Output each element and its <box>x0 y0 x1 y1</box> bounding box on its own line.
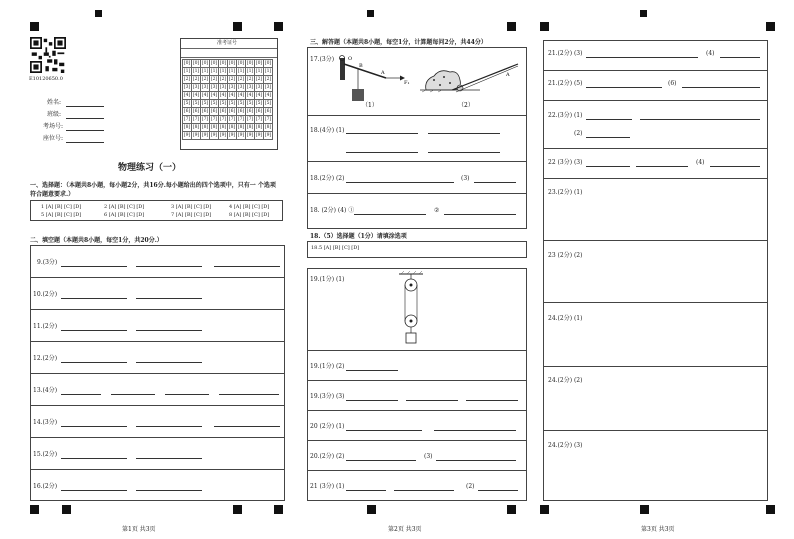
digit-bubble[interactable]: [5] <box>201 101 209 106</box>
answer-row[interactable] <box>544 41 767 71</box>
row-label: 18. (2分) (4) ① <box>310 207 355 214</box>
digit-bubble[interactable]: [9] <box>183 133 191 138</box>
lever-diagram-icon <box>338 52 418 108</box>
registration-mark <box>640 505 649 514</box>
digit-bubble[interactable]: [2] <box>210 77 218 82</box>
name-label: 姓名: <box>47 99 62 106</box>
digit-bubble[interactable]: [6] <box>201 109 209 114</box>
digit-bubble[interactable]: [6] <box>219 109 227 114</box>
registration-mark <box>274 22 283 31</box>
digit-bubble[interactable]: [2] <box>264 77 272 82</box>
digit-bubble[interactable]: [8] <box>228 125 236 130</box>
digit-bubble[interactable]: [0] <box>183 61 191 66</box>
choice-4[interactable]: 4 [A] [B] [C] [D] <box>229 204 270 210</box>
digit-bubbles[interactable] <box>182 59 273 140</box>
digit-bubble[interactable]: [3] <box>201 85 209 90</box>
digit-bubble[interactable]: [9] <box>255 133 263 138</box>
digit-bubble[interactable]: [6] <box>264 109 272 114</box>
digit-bubble[interactable]: [2] <box>228 77 236 82</box>
digit-bubble[interactable]: [4] <box>183 93 191 98</box>
answer-row-18b[interactable] <box>308 162 526 194</box>
digit-bubble[interactable]: [1] <box>255 69 263 74</box>
answer-row[interactable] <box>31 278 284 310</box>
answer-row[interactable] <box>31 342 284 374</box>
choice-5[interactable]: 5 [A] [B] [C] [D] <box>41 212 82 218</box>
digit-bubble[interactable]: [1] <box>228 69 236 74</box>
page-title: 物理练习（一） <box>118 163 182 173</box>
row-sub-label: (4) <box>696 159 705 166</box>
digit-bubble[interactable]: [2] <box>201 77 209 82</box>
registration-mark <box>766 505 775 514</box>
page3-footer: 第3页 共3页 <box>641 526 675 533</box>
digit-bubble[interactable]: [3] <box>264 85 272 90</box>
answer-row-19b[interactable] <box>308 351 526 381</box>
room-label: 考场号: <box>43 123 64 130</box>
digit-bubble[interactable]: [0] <box>219 61 227 66</box>
answer-row[interactable] <box>31 246 284 278</box>
registration-mark <box>30 505 39 514</box>
answer-row-24-2[interactable] <box>544 367 767 431</box>
registration-mark <box>766 22 775 31</box>
digit-bubble[interactable]: [0] <box>201 61 209 66</box>
digit-bubble[interactable]: [6] <box>183 109 191 114</box>
digit-bubble[interactable]: [6] <box>246 109 254 114</box>
digit-bubble[interactable]: [8] <box>183 125 191 130</box>
row-label: 18.(2分) (2) <box>310 175 345 182</box>
answer-row-24-1[interactable] <box>544 303 767 367</box>
registration-mark <box>507 22 516 31</box>
answer-row-20a[interactable] <box>308 411 526 441</box>
digit-bubble[interactable]: [6] <box>255 109 263 114</box>
digit-bubble[interactable]: [3] <box>219 85 227 90</box>
selection-title: 18.（5）选择题（1分）请填涂选项 <box>310 233 407 240</box>
digit-bubble[interactable]: [0] <box>228 61 236 66</box>
digit-bubble[interactable]: [7] <box>246 117 254 122</box>
section1-title: 一、选择题：（本题共8小题，每小题2分，共16分.每小题给出的四个选项中，只有一 个选项符合题意要求.） <box>30 182 276 198</box>
row-sub-label: (2) <box>574 130 583 137</box>
row-label: 14.(3分) <box>33 419 58 426</box>
digit-bubble[interactable]: [4] <box>192 93 200 98</box>
registration-mark <box>62 505 71 514</box>
digit-bubble[interactable]: [6] <box>237 109 245 114</box>
answer-row[interactable] <box>31 406 284 438</box>
row-label: 16.(2分) <box>33 483 58 490</box>
digit-bubble[interactable]: [9] <box>201 133 209 138</box>
registration-mark <box>95 10 102 17</box>
figure-2-caption: （2） <box>458 102 474 108</box>
registration-mark <box>507 505 516 514</box>
digit-bubble[interactable]: [2] <box>219 77 227 82</box>
digit-bubble[interactable]: [3] <box>255 85 263 90</box>
digit-bubble[interactable]: [0] <box>264 61 272 66</box>
row-label: 20 (2分) (1) <box>310 423 345 430</box>
row-sub-label: (2) <box>466 483 475 490</box>
digit-bubble[interactable]: [1] <box>192 69 200 74</box>
registration-mark <box>274 505 283 514</box>
row-sub-label: (4) <box>706 50 715 57</box>
registration-mark <box>233 505 242 514</box>
row-label: 22.(3分) (1) <box>548 112 583 119</box>
label-a2: A <box>506 72 510 78</box>
digit-bubble[interactable]: [9] <box>192 133 200 138</box>
registration-mark <box>30 22 39 31</box>
answer-row-24-3[interactable] <box>544 431 767 500</box>
row-label: 20.(2分) (2) <box>310 453 345 460</box>
digit-bubble[interactable]: [0] <box>192 61 200 66</box>
digit-bubble[interactable]: [5] <box>264 101 272 106</box>
digit-bubble[interactable]: [3] <box>228 85 236 90</box>
row-sub-label: ② <box>434 207 440 214</box>
selection-box[interactable] <box>307 241 527 258</box>
section2-title: 二、填空题（本题共8小题，每空1分，共20分.） <box>30 237 163 244</box>
row-sub-label: (3) <box>461 175 470 182</box>
digit-bubble[interactable]: [6] <box>210 109 218 114</box>
qr-code-icon <box>30 37 66 73</box>
digit-bubble[interactable]: [6] <box>228 109 236 114</box>
answer-row[interactable] <box>31 470 284 500</box>
answer-row[interactable] <box>31 438 284 470</box>
pulley-diagram-icon <box>396 271 426 347</box>
selection-choice[interactable]: 18.5 [A] [B] [C] [D] <box>311 245 360 251</box>
choice-8[interactable]: 8 [A] [B] [C] [D] <box>229 212 270 218</box>
digit-bubble[interactable]: [4] <box>210 93 218 98</box>
choice-7[interactable]: 7 [A] [B] [C] [D] <box>171 212 212 218</box>
row-label: 23.(2分) (1) <box>548 189 583 196</box>
answer-row-17[interactable] <box>308 48 526 116</box>
digit-bubble[interactable]: [3] <box>210 85 218 90</box>
digit-bubble[interactable]: [5] <box>219 101 227 106</box>
registration-mark <box>233 22 242 31</box>
digit-bubble[interactable]: [9] <box>264 133 272 138</box>
answer-row[interactable] <box>31 310 284 342</box>
digit-bubble[interactable]: [2] <box>183 77 191 82</box>
exam-number-grid[interactable] <box>180 38 278 150</box>
digit-bubble[interactable]: [9] <box>246 133 254 138</box>
digit-bubble[interactable]: [3] <box>246 85 254 90</box>
choice-box[interactable] <box>30 200 283 221</box>
digit-bubble[interactable]: [2] <box>237 77 245 82</box>
label-f1: F₁ <box>404 80 410 86</box>
figure-1-caption: （1） <box>362 102 378 108</box>
digit-bubble[interactable]: [6] <box>192 109 200 114</box>
digit-bubble[interactable]: [7] <box>255 117 263 122</box>
digit-bubble[interactable]: [1] <box>201 69 209 74</box>
digit-bubble[interactable]: [1] <box>183 69 191 74</box>
page2-footer: 第2页 共3页 <box>388 526 422 533</box>
row-label: 11.(2分) <box>33 323 58 330</box>
answer-row-21[interactable] <box>308 471 526 500</box>
row-label: 23 (2分) (2) <box>548 252 583 259</box>
registration-mark <box>540 505 549 514</box>
row-label: 21.(2分) (3) <box>548 50 583 57</box>
digit-bubble[interactable]: [5] <box>237 101 245 106</box>
digit-bubble[interactable]: [8] <box>237 125 245 130</box>
digit-bubble[interactable]: [8] <box>219 125 227 130</box>
digit-bubble[interactable]: [1] <box>210 69 218 74</box>
digit-bubble[interactable]: [3] <box>192 85 200 90</box>
row-label: 19.(1分) (1) <box>310 276 345 283</box>
row-label: 9.(3分) <box>37 259 58 266</box>
row-label: 12.(2分) <box>33 355 58 362</box>
section3-title: 三、解答题（本题共8小题，每空1分，计算题每问2分，共44分） <box>310 39 487 46</box>
row-label: 10.(2分) <box>33 291 58 298</box>
digit-bubble[interactable]: [0] <box>255 61 263 66</box>
registration-mark <box>540 22 549 31</box>
digit-bubble[interactable]: [8] <box>255 125 263 130</box>
digit-bubble[interactable]: [4] <box>237 93 245 98</box>
digit-bubble[interactable]: [1] <box>246 69 254 74</box>
registration-mark <box>367 505 376 514</box>
answer-area-top <box>307 47 527 229</box>
digit-bubble[interactable]: [7] <box>183 117 191 122</box>
digit-bubble[interactable]: [1] <box>264 69 272 74</box>
class-label: 班级: <box>47 111 62 118</box>
answer-row-18a[interactable] <box>308 116 526 162</box>
digit-bubble[interactable]: [5] <box>255 101 263 106</box>
digit-bubble[interactable]: [7] <box>264 117 272 122</box>
digit-bubble[interactable]: [4] <box>219 93 227 98</box>
choice-3[interactable]: 3 [A] [B] [C] [D] <box>171 204 212 210</box>
digit-bubble[interactable]: [1] <box>237 69 245 74</box>
row-label: 19.(3分) (3) <box>310 393 345 400</box>
row-label: 24.(2分) (2) <box>548 377 583 384</box>
digit-bubble[interactable]: [3] <box>237 85 245 90</box>
row-label: 21.(2分) (5) <box>548 80 583 87</box>
digit-bubble[interactable]: [0] <box>246 61 254 66</box>
digit-bubble[interactable]: [4] <box>255 93 263 98</box>
digit-bubble[interactable]: [8] <box>246 125 254 130</box>
digit-bubble[interactable]: [5] <box>246 101 254 106</box>
page1-footer: 第1页 共3页 <box>122 526 156 533</box>
digit-bubble[interactable]: [2] <box>246 77 254 82</box>
class-field[interactable] <box>66 118 104 119</box>
registration-mark <box>640 10 647 17</box>
seat-field[interactable] <box>66 142 104 143</box>
digit-bubble[interactable]: [4] <box>228 93 236 98</box>
name-field[interactable] <box>66 106 104 107</box>
seat-label: 座位号: <box>43 135 64 142</box>
digit-bubble[interactable]: [7] <box>210 117 218 122</box>
answer-row[interactable] <box>544 149 767 179</box>
digit-bubble[interactable]: [1] <box>219 69 227 74</box>
digit-bubble[interactable]: [5] <box>210 101 218 106</box>
answer-row[interactable] <box>544 71 767 101</box>
digit-bubble[interactable]: [5] <box>228 101 236 106</box>
digit-bubble[interactable]: [7] <box>219 117 227 122</box>
digit-bubble[interactable]: [4] <box>201 93 209 98</box>
row-label: 21 (3分) (1) <box>310 483 345 490</box>
digit-bubble[interactable]: [8] <box>210 125 218 130</box>
digit-bubble[interactable]: [2] <box>192 77 200 82</box>
answer-row-20b[interactable] <box>308 441 526 471</box>
digit-bubble[interactable]: [2] <box>255 77 263 82</box>
row-sub-label: (6) <box>668 80 677 87</box>
digit-bubble[interactable]: [9] <box>237 133 245 138</box>
answer-row-23-1[interactable] <box>544 179 767 241</box>
digit-bubble[interactable]: [7] <box>228 117 236 122</box>
row-label: 18.(4分) (1) <box>310 127 345 134</box>
id-code: E10120650.0 <box>29 76 63 82</box>
digit-bubble[interactable]: [7] <box>201 117 209 122</box>
answer-row-19a[interactable] <box>308 269 526 351</box>
answer-row[interactable] <box>31 374 284 406</box>
digit-bubble[interactable]: [4] <box>246 93 254 98</box>
row-label: 17.(3分) <box>310 56 335 63</box>
answer-row-18c[interactable] <box>308 194 526 228</box>
room-field[interactable] <box>66 130 104 131</box>
digit-bubble[interactable]: [9] <box>210 133 218 138</box>
digit-bubble[interactable]: [9] <box>219 133 227 138</box>
digit-bubble[interactable]: [4] <box>264 93 272 98</box>
answer-area-bottom <box>307 268 527 501</box>
row-label: 13.(4分) <box>33 387 58 394</box>
digit-bubble[interactable]: [5] <box>192 101 200 106</box>
digit-bubble[interactable]: [7] <box>237 117 245 122</box>
fill-answer-area <box>30 245 285 501</box>
digit-bubble[interactable]: [8] <box>192 125 200 130</box>
answer-row-23-2[interactable] <box>544 241 767 303</box>
digit-bubble[interactable]: [9] <box>228 133 236 138</box>
choice-6[interactable]: 6 [A] [B] [C] [D] <box>104 212 145 218</box>
row-label: 24.(2分) (1) <box>548 315 583 322</box>
digit-bubble[interactable]: [7] <box>192 117 200 122</box>
exam-number-header: 准考证号 <box>217 40 238 46</box>
row-label: 15.(2分) <box>33 451 58 458</box>
digit-bubble[interactable]: [0] <box>210 61 218 66</box>
answer-area-page3 <box>543 40 768 501</box>
row-label: 24.(2分) (3) <box>548 442 583 449</box>
label-b: B <box>359 63 363 69</box>
answer-row-19c[interactable] <box>308 381 526 411</box>
answer-row[interactable] <box>544 101 767 149</box>
row-label: 22 (3分) (3) <box>548 159 583 166</box>
row-sub-label: (3) <box>424 453 433 460</box>
label-a: A <box>381 70 385 76</box>
digit-bubble[interactable]: [3] <box>183 85 191 90</box>
digit-bubble[interactable]: [8] <box>201 125 209 130</box>
registration-mark <box>367 10 374 17</box>
digit-bubble[interactable]: [8] <box>264 125 272 130</box>
choice-2[interactable]: 2 [A] [B] [C] [D] <box>104 204 145 210</box>
choice-1[interactable]: 1 [A] [B] [C] [D] <box>41 204 82 210</box>
row-label: 19.(1分) (2) <box>310 363 345 370</box>
digit-bubble[interactable]: [0] <box>237 61 245 66</box>
label-o: O <box>348 56 353 62</box>
rock-lever-diagram-icon <box>420 52 524 108</box>
digit-bubble[interactable]: [5] <box>183 101 191 106</box>
